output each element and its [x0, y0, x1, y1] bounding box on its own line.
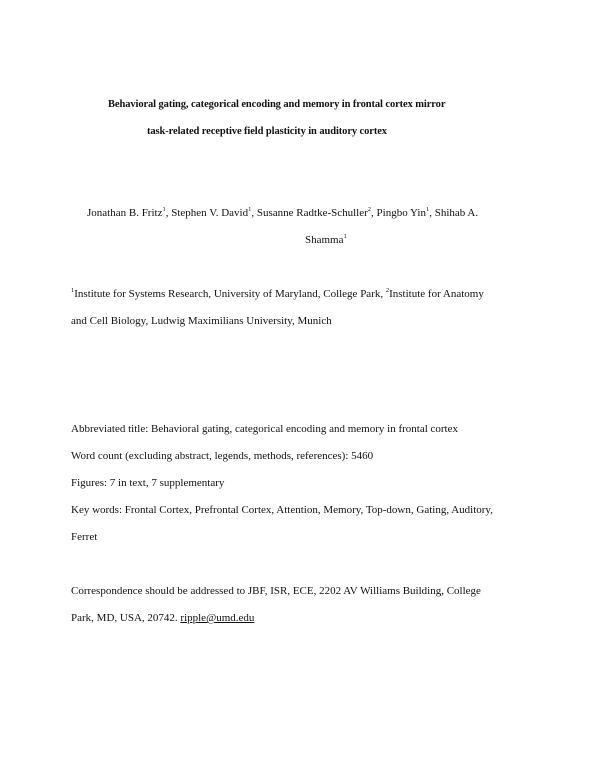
author-name: Pingbo Yin — [376, 207, 426, 219]
author-name: Jonathan B. Fritz — [87, 207, 163, 219]
correspondence-address: Park, MD, USA, 20742. — [71, 612, 181, 624]
author-affiliation-mark: 1 — [162, 206, 166, 213]
affiliation-mark: 1 — [71, 287, 75, 294]
keywords-line-2: Ferret — [71, 531, 98, 543]
author-name: Stephen V. David — [171, 207, 249, 219]
author-name-continuation: Shamma — [305, 234, 344, 246]
correspondence-line-1: Correspondence should be addressed to JBF, ISR, ECE, 2202 AV Williams Building, College — [71, 585, 481, 597]
email-link[interactable]: ripple@umd.edu — [180, 612, 255, 624]
author-name: Shihab A. — [434, 207, 479, 219]
affiliation-mark: 2 — [385, 287, 390, 294]
word-count: Word count (excluding abstract, legends, methods, references): 5460 — [71, 450, 374, 462]
paper-title-line-2: task-related receptive field plasticity in auditory cortex — [147, 126, 387, 137]
correspondence-line-2 — [71, 611, 254, 625]
affiliation-text: Institute for Anatomy — [389, 288, 484, 300]
keywords-line-1: Key words: Frontal Cortex, Prefrontal Cortex, Attention, Memory, Top-down, Gating, Auditory, — [71, 504, 493, 516]
abbreviated-title: Abbreviated title: Behavioral gating, categorical encoding and memory in frontal cortex — [71, 423, 458, 435]
author-affiliation-mark: 1 — [425, 206, 430, 213]
author-name: Susanne Radtke-Schuller — [256, 207, 368, 219]
affiliations-line-1 — [71, 287, 484, 301]
author-affiliation-mark: 2 — [367, 206, 372, 213]
author-affiliation-mark: 1 — [248, 206, 252, 213]
paper-title-line-1: Behavioral gating, categorical encoding and memory in frontal cortex mirror — [108, 99, 446, 110]
author-list-continuation — [305, 233, 347, 247]
figures-count: Figures: 7 in text, 7 supplementary — [71, 477, 225, 489]
affiliation-text: Institute for Systems Research, University of Maryland, College Park, — [74, 288, 386, 300]
author-list: Jonathan B. Fritz$^1$, Stephen V. David$^1$, Susanne Radtke-Schuller$^2$, Pingbo Yin$^1$, Shihab A. — [87, 206, 479, 219]
affiliations-line-2: and Cell Biology, Ludwig Maximilians University, Munich — [71, 315, 332, 327]
author-affiliation-mark: 1 — [343, 233, 347, 240]
